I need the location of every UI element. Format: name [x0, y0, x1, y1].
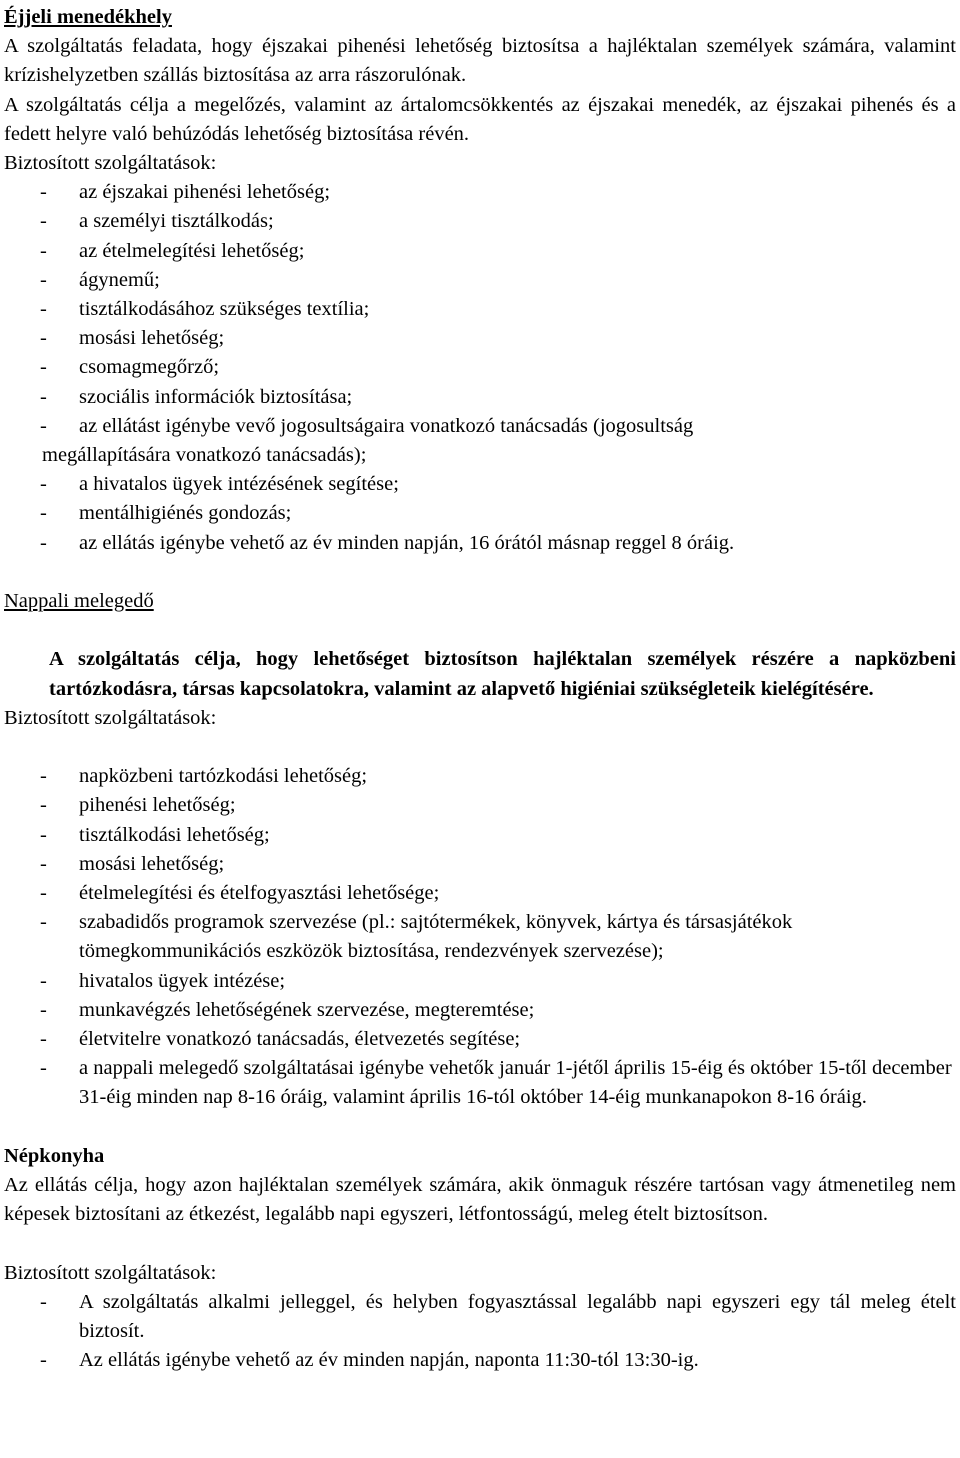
list-item: - napközbeni tartózkodási lehetőség; — [4, 762, 956, 791]
section-1-services-list-cont — [4, 470, 956, 558]
section-1-services-list — [4, 178, 956, 441]
list-item: - az ellátást igénybe vevő jogosultságaira vonatkozó tanácsadás (jogosultság — [4, 412, 956, 441]
list-item: - munkavégzés lehetőségének szervezése, megteremtése; — [4, 996, 956, 1025]
list-item: - szabadidős programok szervezése (pl.: sajtótermékek, könyvek, kártya és társasjátékok tömegkommunikációs eszközök biztosítása, rendezvények szervezése); — [4, 908, 956, 966]
list-item: - az éjszakai pihenési lehetőség; — [4, 178, 956, 207]
list-item: - a hivatalos ügyek intézésének segítése; — [4, 470, 956, 499]
section-2-goal: A szolgáltatás célja, hogy lehetőséget biztosítson hajléktalan személyek részére a napközbeni tartózkodásra, társas kapcsolatokra, valamint az alapvető higiéniai szükségleteik kielégítésére. — [49, 648, 956, 700]
list-item: - csomagmegőrző; — [4, 353, 956, 382]
section-1-paragraph-2: A szolgáltatás célja a megelőzés, valamint az ártalomcsökkentés az éjszakai menedék, az éjszakai pihenés és a fedett helyre való behúzódás lehetőség biztosítása révén. — [4, 93, 956, 145]
list-item: - hivatalos ügyek intézése; — [4, 967, 956, 996]
list-item: - tisztálkodási lehetőség; — [4, 821, 956, 850]
list-item: - szociális információk biztosítása; — [4, 383, 956, 412]
section-title-nepkonyha: Népkonyha — [4, 1144, 105, 1167]
section-3-services-list — [4, 1288, 956, 1376]
section-title-nappali-melegedo: Nappali melegedő — [4, 590, 154, 613]
section-3-paragraph-1: Az ellátás célja, hogy azon hajléktalan személyek számára, akik önmaguk részére tartósan vagy átmenetileg nem képesek biztosítani az étkezést, legalább napi egyszeri, létfontosságú, meleg ételt biztosítson. — [4, 1174, 956, 1226]
list-item: - mosási lehetőség; — [4, 324, 956, 353]
list-item: - Az ellátás igénybe vehető az év minden napján, naponta 11:30-tól 13:30-ig. — [4, 1346, 956, 1375]
list-item: - az ételmelegítési lehetőség; — [4, 237, 956, 266]
list-item: - mosási lehetőség; — [4, 850, 956, 879]
spacer — [4, 1229, 956, 1258]
list-item: - életvitelre vonatkozó tanácsadás, életvezetés segítése; — [4, 1025, 956, 1054]
list-item: - mentálhigiénés gondozás; — [4, 499, 956, 528]
list-item: - a nappali melegedő szolgáltatásai igénybe vehetők január 1-jétől április 15-éig és október 15-től december 31-éig minden nap 8-16 óráig, valamint április 16-tól október 14-éig munkanapokon 8-16 óráig. — [4, 1054, 956, 1112]
spacer — [4, 1113, 956, 1142]
list-item: - ételmelegítési és ételfogyasztási lehetősége; — [4, 879, 956, 908]
list-item-continuation: megállapítására vonatkozó tanácsadás); — [42, 444, 367, 467]
section-2-services-label: Biztosított szolgáltatások: — [4, 706, 217, 729]
spacer — [4, 558, 956, 587]
section-1-services-label: Biztosított szolgáltatások: — [4, 152, 217, 175]
section-title-ejjeli-menedekhely: Éjjeli menedékhely — [4, 6, 172, 28]
list-item: - ágynemű; — [4, 266, 956, 295]
section-1-paragraph-1: A szolgáltatás feladata, hogy éjszakai pihenési lehetőség biztosítsa a hajléktalan személyek számára, valamint krízishelyzetben szállás biztosítása az arra rászorulónak. — [4, 35, 956, 87]
list-item: - A szolgáltatás alkalmi jelleggel, és helyben fogyasztással legalább napi egyszeri egy tál meleg ételt biztosít. — [4, 1288, 956, 1346]
section-2-services-list — [4, 762, 956, 1112]
list-item: - pihenési lehetőség; — [4, 791, 956, 820]
list-item: - tisztálkodásához szükséges textília; — [4, 295, 956, 324]
section-3-services-label: Biztosított szolgáltatások: — [4, 1261, 217, 1284]
spacer — [4, 733, 956, 762]
spacer — [4, 616, 956, 645]
list-item: - az ellátás igénybe vehető az év minden napján, 16 órától másnap reggel 8 óráig. — [4, 529, 956, 558]
list-item: - a személyi tisztálkodás; — [4, 207, 956, 236]
